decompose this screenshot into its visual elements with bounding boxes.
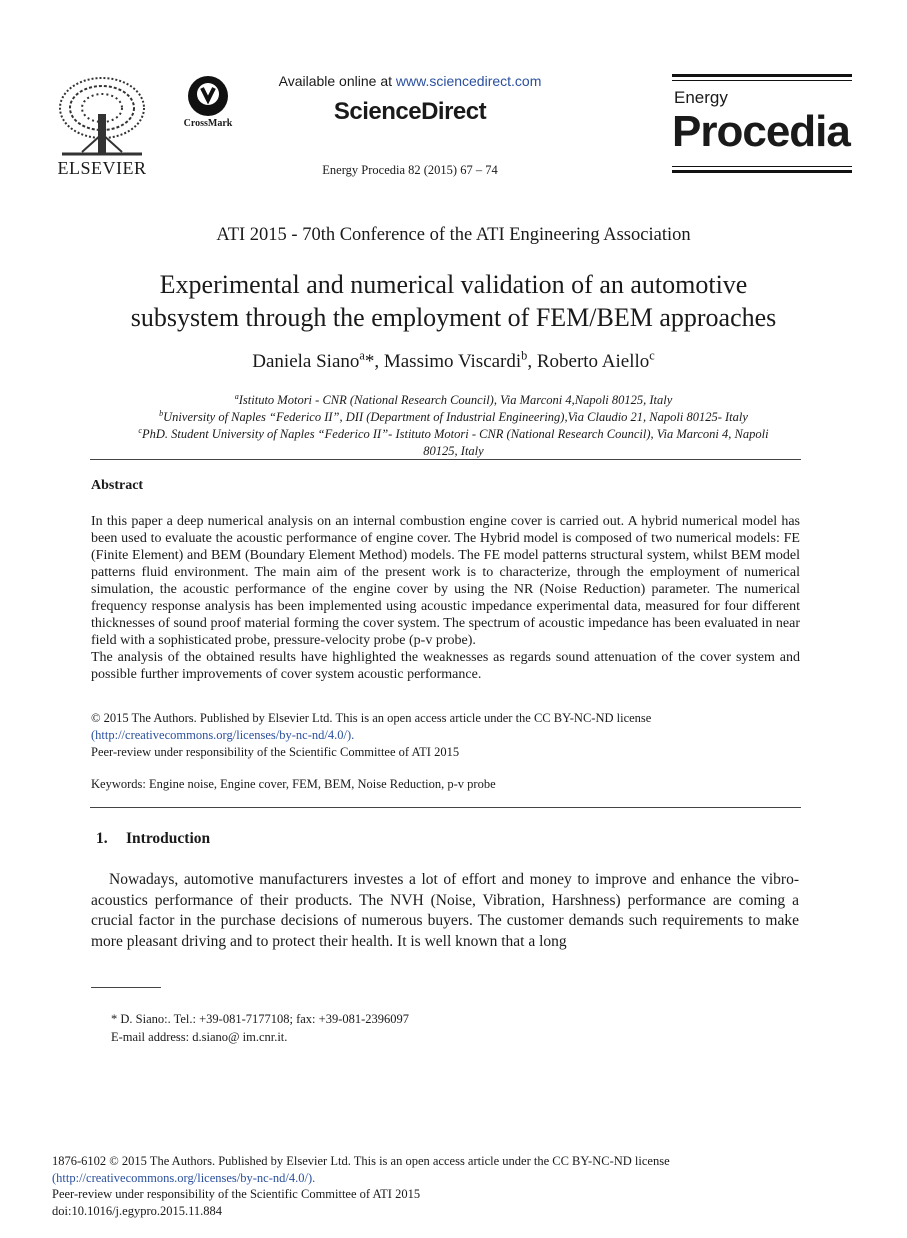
crossmark-label: CrossMark: [183, 118, 233, 129]
affiliation-b: $^b$University of Naples “Federico II”, DII (Department of Industrial Engineering),Via Claudio 21, Napoli 80125- Italy: [159, 408, 748, 424]
footnote-email: E-mail address: d.siano@ im.cnr.it.: [111, 1030, 288, 1044]
energy-procedia-logo: [672, 74, 852, 178]
journal-name-small: Energy: [674, 88, 728, 107]
available-online: [240, 73, 580, 89]
footnote-rule: [91, 987, 161, 988]
author: Daniela Siano$^a$*,: [252, 348, 384, 372]
elsevier-tree-icon: [52, 74, 152, 158]
footnote: [111, 1010, 409, 1046]
elsevier-logo: [52, 74, 152, 178]
section-title: Introduction: [126, 830, 211, 847]
elsevier-wordmark: ELSEVIER: [57, 158, 147, 178]
divider: [90, 807, 801, 808]
copyright-line: © 2015 The Authors. Published by Elsevier Ltd. This is an open access article under the CC BY-NC-ND license: [91, 711, 652, 725]
footer-peer-review: Peer-review under responsibility of the Scientific Committee of ATI 2015: [52, 1187, 421, 1201]
keywords: Keywords: Engine noise, Engine cover, FEM, BEM, Noise Reduction, p-v probe: [91, 777, 496, 791]
page-footer: [52, 1153, 670, 1219]
author-list: [40, 348, 867, 373]
page-title: [40, 268, 867, 334]
affiliation-c: $^c$PhD. Student University of Naples “Federico II”- Istituto Motori - CNR (National Research Council), Via Marconi 4, Napoli: [138, 425, 769, 441]
journal-name-big: Procedia: [672, 107, 850, 156]
affiliation-a: $^a$Istituto Motori - CNR (National Research Council), Via Marconi 4,Napoli 80125, Italy: [234, 391, 673, 407]
license-link[interactable]: (http://creativecommons.org/licenses/by-nc-nd/4.0/).: [91, 728, 355, 742]
available-prefix: Available online at: [278, 73, 396, 89]
affiliations: [60, 392, 847, 460]
abstract-heading: Abstract: [91, 478, 144, 493]
footer-license-link[interactable]: (http://creativecommons.org/licenses/by-nc-nd/4.0/).: [52, 1170, 316, 1185]
intro-paragraph: Nowadays, automotive manufacturers investes a lot of effort and money to improve and enhance the vibro-acoustics performance of their products. The NVH (Noise, Vibration, Harshness) performance are coming a crucial factor in the purchase decisions of numerous buyers. The customer demands such requirements to make more pleasant driving and to protect their health. It is well known that a long: [91, 871, 799, 950]
abstract-paragraph-2: The analysis of the obtained results have highlighted the weaknesses as regards sound attenuation of the cover system and possible further improvements of cover system acoustic performance.: [91, 650, 800, 682]
footer-doi[interactable]: doi:10.1016/j.egypro.2015.11.884: [52, 1203, 223, 1218]
author: Massimo Viscardi$^b$,: [383, 348, 537, 372]
conference-name: ATI 2015 - 70th Conference of the ATI Engineering Association: [216, 225, 691, 245]
footer-copyright: 1876-6102 © 2015 The Authors. Published by Elsevier Ltd. This is an open access article under the CC BY-NC-ND license: [52, 1154, 670, 1168]
title-line-2: subsystem through the employment of FEM/BEM approaches: [130, 303, 777, 332]
abstract-body: [91, 513, 800, 683]
sciencedirect-wordmark: ScienceDirect: [333, 98, 487, 125]
abstract-paragraph-1: In this paper a deep numerical analysis on an internal combustion engine cover is carried out. A hybrid numerical model has been used to evaluate the acoustic performance of engine cover. The Hybrid model is composed of two numerical models: FE (Finite Element) and BEM (Boundary Element Method) models. The FE model patterns structural system, whilst BEM model patterns fluid environment. The main aim of the present work is to characterize, through the employment of numerical simulation, the acoustic performance of the engine cover by using the NR (Noise Reduction) parameter. The numerical frequency response analysis has been implemented using acoustic impedance experimental data, measured for four different thicknesses of sound proof material forming the cover system. The spectrum of acoustic impedance has been evaluated in near field with a sophisticated probe, pressure-velocity probe (p-v probe).: [91, 514, 800, 648]
crossmark-icon: [180, 74, 236, 118]
section-heading: [96, 830, 210, 848]
author: Roberto Aiello$^c$: [536, 348, 655, 372]
journal-citation: Energy Procedia 82 (2015) 67 – 74: [322, 163, 498, 177]
copyright-block: [91, 710, 800, 761]
divider: [90, 459, 801, 460]
affiliation-c-cont: 80125, Italy: [423, 444, 484, 458]
section-number: 1.: [96, 830, 108, 847]
peer-review-line: Peer-review under responsibility of the Scientific Committee of ATI 2015: [91, 745, 460, 759]
title-line-1: Experimental and numerical validation of an automotive: [159, 270, 748, 299]
sciencedirect-link[interactable]: www.sciencedirect.com: [395, 73, 542, 89]
footnote-contact: * D. Siano:. Tel.: +39-081-7177108; fax: +39-081-2396097: [111, 1012, 410, 1026]
crossmark-logo[interactable]: [180, 74, 236, 134]
